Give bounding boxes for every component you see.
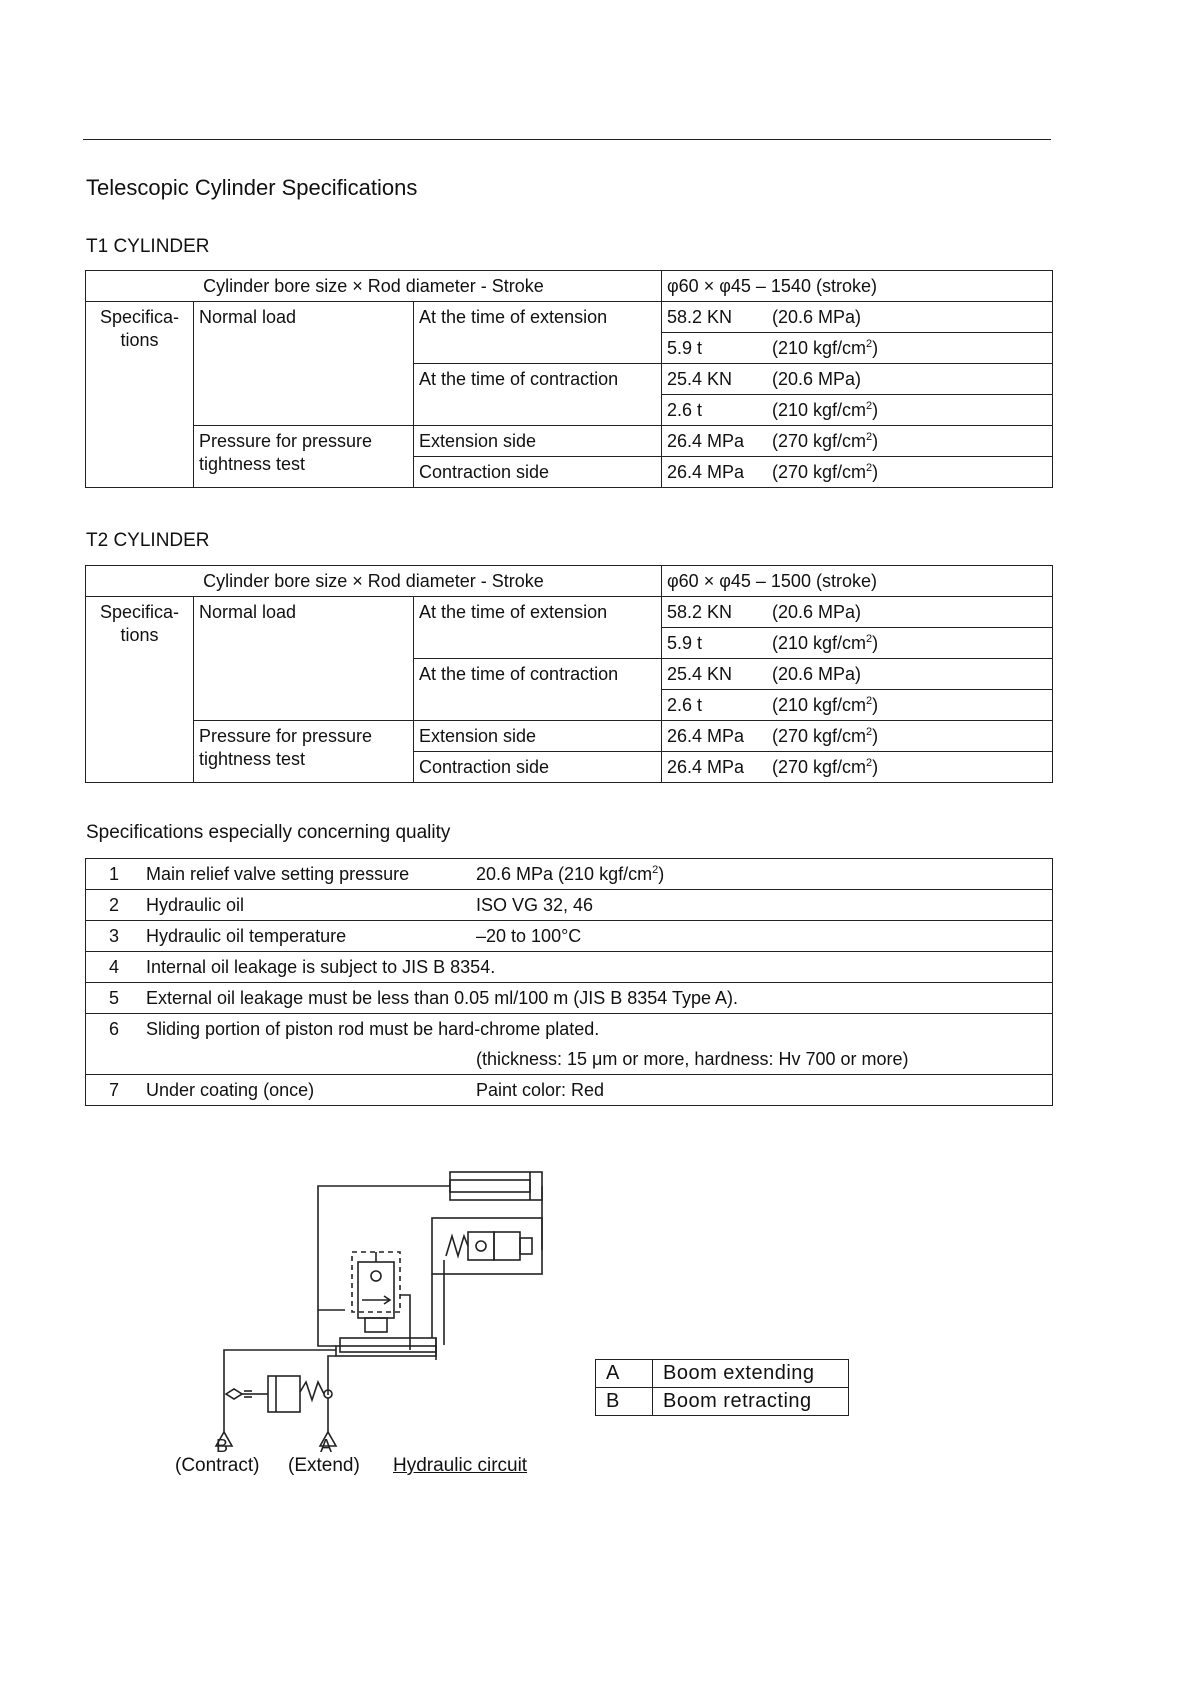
- value-cell: 58.2 KN: [662, 597, 768, 628]
- row-number: 3: [86, 921, 143, 952]
- manifold-block: [340, 1338, 436, 1352]
- relief-valve: [268, 1376, 300, 1412]
- row-item: Under coating (once): [142, 1075, 476, 1106]
- port-legend-table: [595, 1359, 849, 1416]
- value-cell: (270 kgf/$cm^2$): [767, 426, 1053, 457]
- cylinder-rod: [450, 1180, 530, 1192]
- row-number: 4: [86, 952, 143, 983]
- table-row: [596, 1360, 849, 1388]
- port-b-label: B: [216, 1436, 229, 1456]
- value-cell: 2.6 t: [662, 395, 768, 426]
- value-cell: 25.4 KN: [662, 659, 768, 690]
- value-cell: 58.2 KN: [662, 302, 768, 333]
- value-cell: 26.4 MPa: [662, 721, 768, 752]
- contraction-label: At the time of contraction: [414, 364, 662, 426]
- legend-key: A: [596, 1360, 653, 1388]
- legend-key: B: [596, 1388, 653, 1416]
- contraction-label: At the time of contraction: [414, 659, 662, 721]
- contract-label: (Contract): [175, 1455, 260, 1476]
- row-value: ISO VG 32, 46: [476, 890, 1053, 921]
- t1-heading: T1 CYLINDER: [86, 236, 210, 257]
- value-cell: (270 kgf/$cm^2$): [767, 752, 1053, 783]
- value-cell: 26.4 MPa: [662, 457, 768, 488]
- value-cell: 2.6 t: [662, 690, 768, 721]
- bore-value: φ60 × φ45 – 1540 (stroke): [662, 271, 1053, 302]
- value-cell: (20.6 MPa): [767, 364, 1053, 395]
- row-number: 5: [86, 983, 143, 1014]
- value-cell: (20.6 MPa): [767, 302, 1053, 333]
- row-number: 1: [86, 859, 143, 890]
- contraction-side-label: Contraction side: [414, 457, 662, 488]
- row-item: Hydraulic oil temperature: [142, 921, 476, 952]
- normal-load-label: Normal load: [194, 597, 414, 721]
- row-value: 20.6 MPa (210 kgf/$cm^2$): [476, 859, 1053, 890]
- extension-label: At the time of extension: [414, 302, 662, 364]
- value-cell: (270 kgf/$cm^2$): [767, 721, 1053, 752]
- line-to-port-b: [224, 1350, 336, 1432]
- value-cell: 26.4 MPa: [662, 752, 768, 783]
- line-to-port-a: [328, 1356, 336, 1395]
- extension-side-label: Extension side: [414, 721, 662, 752]
- row-value: –20 to 100°C: [476, 921, 1053, 952]
- extension-side-label: Extension side: [414, 426, 662, 457]
- value-cell: (270 kgf/$cm^2$): [767, 457, 1053, 488]
- row-item: Internal oil leakage is subject to JIS B 8354.: [142, 952, 1053, 983]
- pressure-test-label: Pressure for pressure tightness test: [194, 721, 414, 783]
- value-cell: 5.9 t: [662, 333, 768, 364]
- row-item: External oil leakage must be less than 0.05 ml/100 m (JIS B 8354 Type A).: [142, 983, 1053, 1014]
- value-cell: (210 kgf/$cm^2$): [767, 333, 1053, 364]
- row-number: 2: [86, 890, 143, 921]
- spec-label: Specifica- tions: [86, 302, 194, 488]
- row-number: 6: [86, 1014, 143, 1075]
- row-value: (thickness: 15 μm or more, hardness: Hv 700 or more): [476, 1049, 909, 1069]
- row-item: Main relief valve setting pressure: [142, 859, 476, 890]
- port-a-label: A: [320, 1436, 333, 1456]
- diagram-caption: Hydraulic circuit: [393, 1455, 528, 1476]
- legend-desc: Boom retracting: [653, 1388, 849, 1416]
- value-cell: (20.6 MPa): [767, 597, 1053, 628]
- value-cell: (20.6 MPa): [767, 659, 1053, 690]
- row-item: Hydraulic oil: [142, 890, 476, 921]
- row-item-text: Sliding portion of piston rod must be hard-chrome plated.: [146, 1019, 600, 1039]
- row-value: Paint color: Red: [476, 1075, 1053, 1106]
- cylinder-body: [450, 1172, 542, 1200]
- normal-load-label: Normal load: [194, 302, 414, 426]
- contraction-side-label: Contraction side: [414, 752, 662, 783]
- value-cell: 26.4 MPa: [662, 426, 768, 457]
- quality-heading: Specifications especially concerning quality: [86, 822, 451, 843]
- extension-label: At the time of extension: [414, 597, 662, 659]
- extend-label: (Extend): [288, 1455, 360, 1476]
- value-cell: (210 kgf/$cm^2$): [767, 628, 1053, 659]
- spec-label: Specifica- tions: [86, 597, 194, 783]
- value-cell: (210 kgf/$cm^2$): [767, 690, 1053, 721]
- valve-section: [468, 1232, 494, 1260]
- table-row: [596, 1388, 849, 1416]
- pressure-test-label: Pressure for pressure tightness test: [194, 426, 414, 488]
- value-cell: 5.9 t: [662, 628, 768, 659]
- bore-value: φ60 × φ45 – 1500 (stroke): [662, 566, 1053, 597]
- value-cell: (210 kgf/$cm^2$): [767, 395, 1053, 426]
- legend-desc: Boom extending: [653, 1360, 849, 1388]
- bore-label: Cylinder bore size × Rod diameter - Stroke: [86, 271, 662, 302]
- bore-label: Cylinder bore size × Rod diameter - Stroke: [86, 566, 662, 597]
- t2-heading: T2 CYLINDER: [86, 530, 210, 551]
- value-cell: 25.4 KN: [662, 364, 768, 395]
- row-number: 7: [86, 1075, 143, 1106]
- page-title: Telescopic Cylinder Specifications: [86, 175, 418, 200]
